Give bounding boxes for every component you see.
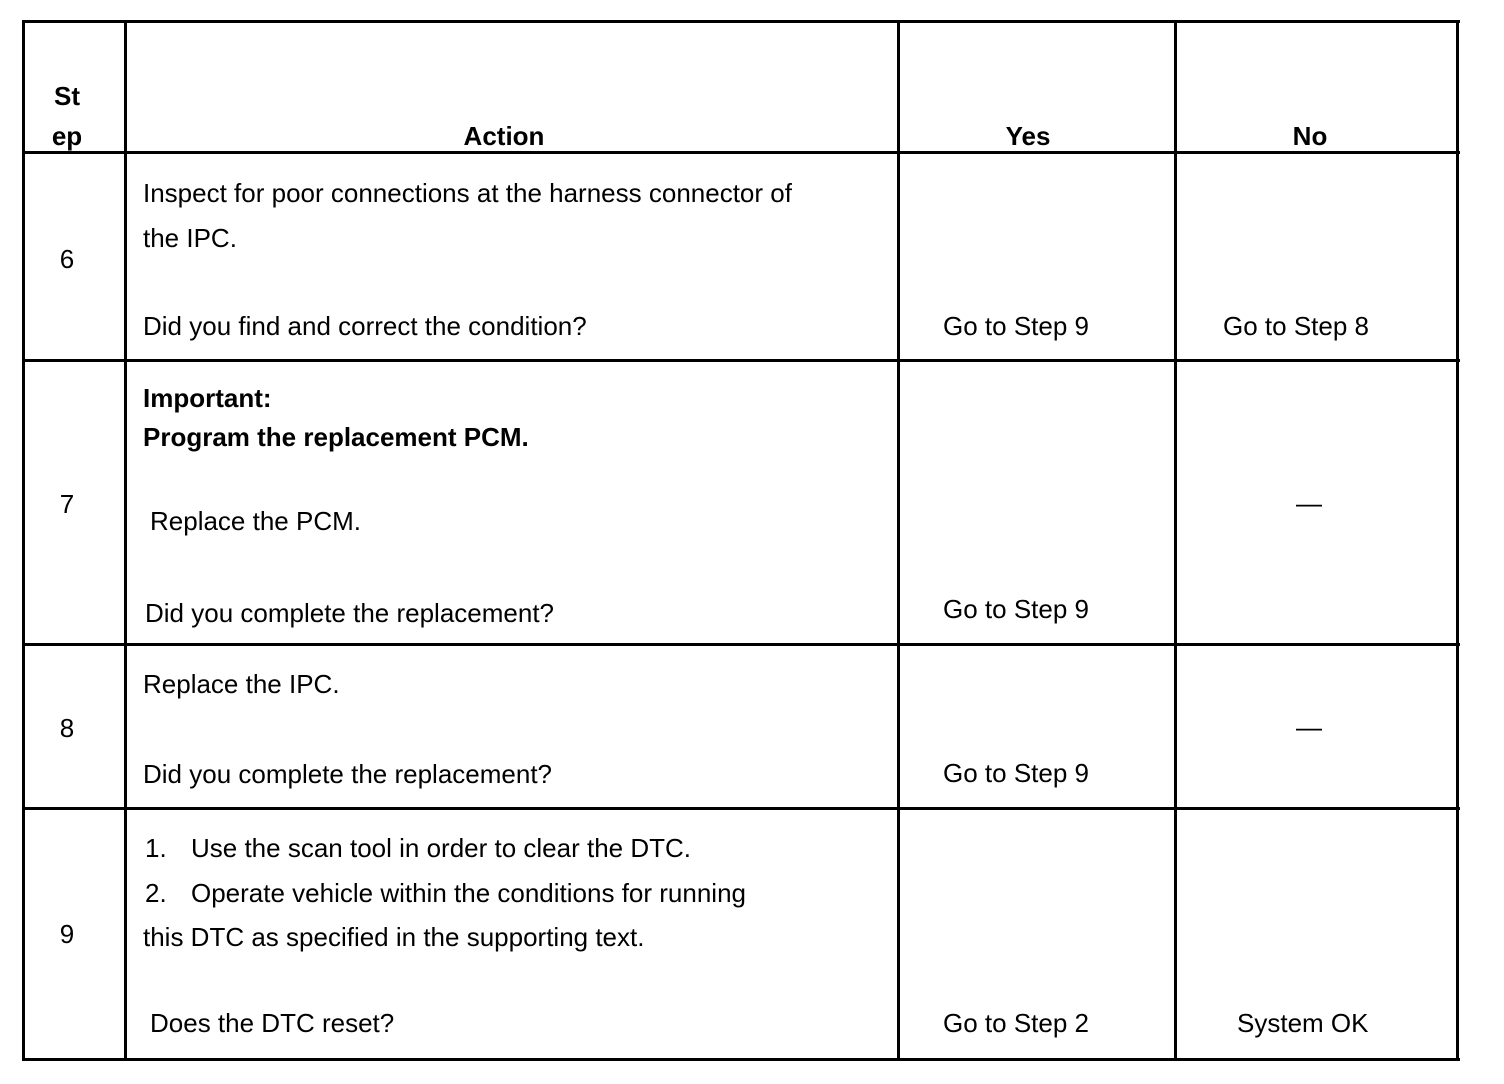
yes-result: Go to Step 9: [943, 594, 1089, 624]
list-item-text-2: Operate vehicle within the conditions for running: [191, 878, 746, 908]
table-border-left: [22, 20, 25, 1061]
header-step-line1: St: [54, 81, 80, 111]
action-text: Replace the IPC.: [143, 669, 340, 699]
column-divider-action: [897, 20, 900, 1061]
header-yes: Yes: [1005, 121, 1051, 151]
header-divider: [22, 151, 1460, 154]
list-item-number-1: 1.: [145, 833, 167, 863]
list-item-continuation-2: this DTC as specified in the supporting text.: [143, 922, 645, 952]
step-number: 9: [59, 919, 75, 949]
action-question: Does the DTC reset?: [150, 1008, 395, 1038]
header-no: No: [1292, 121, 1328, 151]
step-number: 8: [59, 713, 75, 743]
table-border-bottom: [22, 1058, 1460, 1061]
action-text-line1: Inspect for poor connections at the harness connector of: [143, 178, 792, 208]
column-divider-step: [124, 20, 127, 1061]
row-divider-6: [22, 359, 1460, 362]
step-number: 7: [59, 489, 75, 519]
no-result: —: [1296, 712, 1322, 742]
action-question: Did you complete the replacement?: [145, 598, 555, 628]
table-border-right: [1456, 20, 1459, 1061]
important-label: Important:: [143, 383, 272, 413]
action-question: Did you find and correct the condition?: [143, 311, 587, 341]
column-divider-yes: [1174, 20, 1177, 1061]
row-divider-8: [22, 807, 1460, 810]
important-text: Program the replacement PCM.: [143, 422, 529, 452]
action-question: Did you complete the replacement?: [143, 759, 553, 789]
yes-result: Go to Step 9: [943, 311, 1089, 341]
no-result: System OK: [1237, 1008, 1369, 1038]
yes-result: Go to Step 9: [943, 758, 1089, 788]
step-number: 6: [59, 244, 75, 274]
no-result: —: [1296, 488, 1322, 518]
no-result: Go to Step 8: [1223, 311, 1369, 341]
header-step-line2: ep: [51, 121, 83, 151]
action-text: Replace the PCM.: [150, 506, 361, 536]
list-item-number-2: 2.: [145, 878, 167, 908]
header-action: Action: [463, 121, 545, 151]
list-item-text-1: Use the scan tool in order to clear the DTC.: [191, 833, 692, 863]
row-divider-7: [22, 643, 1460, 646]
yes-result: Go to Step 2: [943, 1008, 1089, 1038]
table-border-top: [22, 20, 1460, 23]
action-text-line2: the IPC.: [143, 223, 237, 253]
